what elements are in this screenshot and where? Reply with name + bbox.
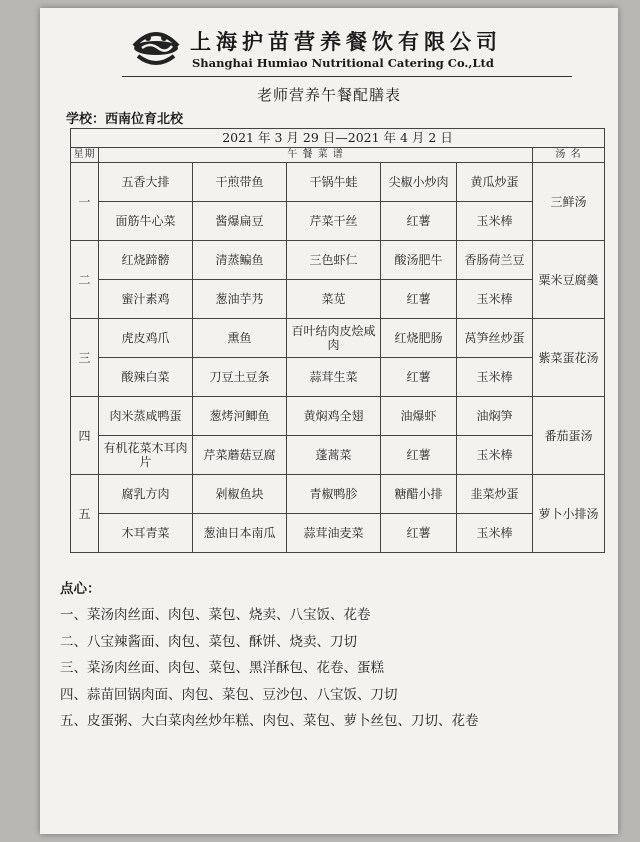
- snack-item: 肉包: [181, 686, 209, 703]
- dish-cell: 蒜茸油麦菜: [287, 514, 381, 553]
- snack-item: 肉包: [262, 713, 290, 729]
- dish-cell: 玉米棒: [457, 358, 533, 397]
- snack-separator: 、: [195, 607, 209, 623]
- snack-separator: 、: [330, 607, 344, 623]
- snack-item: 黑洋酥包: [249, 660, 303, 676]
- dish-cell: 熏鱼: [193, 319, 287, 358]
- snack-item: 烧卖: [289, 633, 317, 650]
- snack-item: 菜包: [208, 607, 236, 623]
- snack-item: 皮蛋粥: [87, 713, 128, 729]
- snack-item: 大白菜肉丝炒年糕: [141, 713, 249, 729]
- school-label: 学校：西南位育北校: [66, 112, 184, 127]
- dish-cell: 玉米棒: [457, 436, 533, 475]
- snack-separator: 、: [316, 633, 330, 650]
- weekday-cell: 一: [71, 163, 99, 241]
- snack-separator: 、: [397, 713, 411, 729]
- snack-separator: 、: [303, 660, 317, 676]
- dish-cell: 五香大排: [99, 163, 193, 202]
- dish-cell: 红薯: [381, 358, 457, 397]
- dish-cell: 玉米棒: [457, 280, 533, 319]
- snack-separator: 、: [289, 713, 303, 729]
- company-name-en: Shanghai Humiao Nutritional Catering Co.,Ltd: [192, 56, 494, 70]
- snack-separator: 、: [168, 686, 182, 703]
- dish-cell: 酸辣白菜: [99, 358, 193, 397]
- weekday-cell: 二: [71, 241, 99, 319]
- snack-day-label: 四、: [60, 686, 87, 703]
- snack-item: 菜汤肉丝面: [87, 607, 155, 623]
- dish-cell: 酸汤肥牛: [381, 241, 457, 280]
- snack-day-label: 一、: [60, 607, 87, 623]
- dish-cell: 葱油日本南瓜: [193, 514, 287, 553]
- snacks-section: [60, 578, 600, 735]
- dish-cell: 干煎带鱼: [193, 163, 287, 202]
- company-header: [128, 24, 568, 78]
- snacks-title: 点心：: [60, 581, 101, 597]
- dish-cell: 百叶结肉皮烩咸肉: [287, 319, 381, 358]
- snack-separator: 、: [357, 686, 371, 703]
- snack-item: 肉包: [168, 660, 195, 676]
- snack-separator: 、: [276, 607, 290, 623]
- dish-cell: 三色虾仁: [287, 241, 381, 280]
- dish-cell: 芹菜蘑菇豆腐: [193, 436, 287, 475]
- snack-day-label: 五、: [60, 713, 87, 729]
- snack-item: 刀切: [411, 713, 438, 729]
- dish-cell: 菜苋: [287, 280, 381, 319]
- table-row: [71, 397, 605, 436]
- snack-item: 烧卖: [249, 607, 276, 623]
- dish-cell: 红薯: [381, 514, 457, 553]
- dish-cell: 木耳青菜: [99, 514, 193, 553]
- snack-separator: 、: [154, 660, 168, 676]
- dish-cell: 有机花菜木耳肉片: [99, 436, 193, 475]
- snack-separator: 、: [343, 660, 357, 676]
- snack-line: [60, 708, 600, 735]
- snack-item: 花卷: [451, 713, 479, 729]
- weekday-cell: 三: [71, 319, 99, 397]
- dish-cell: 尖椒小炒肉: [381, 163, 457, 202]
- snack-item: 花卷: [316, 660, 344, 676]
- date-range: 2021 年 3 月 29 日—2021 年 4 月 2 日: [71, 129, 605, 148]
- document-title: 老师营养午餐配膳表: [256, 86, 401, 104]
- snack-separator: 、: [303, 686, 317, 703]
- snack-separator: 、: [249, 713, 263, 729]
- soup-cell: 粟米豆腐羹: [533, 241, 605, 319]
- snack-item: 萝卜丝包: [343, 713, 398, 729]
- snack-separator: 、: [127, 713, 141, 729]
- snack-item: 花卷: [343, 607, 371, 623]
- dish-cell: 红烧肥肠: [381, 319, 457, 358]
- lunch-menu-table: [70, 128, 605, 553]
- table-row: [71, 475, 605, 514]
- dish-cell: 青椒鸭胗: [287, 475, 381, 514]
- menu-sheet: [40, 8, 618, 834]
- dish-cell: 芹菜干丝: [287, 202, 381, 241]
- dish-cell: 黄焖鸡全翅: [287, 397, 381, 436]
- soup-cell: 番茄蛋汤: [533, 397, 605, 475]
- snack-item: 肉包: [168, 607, 195, 623]
- snack-separator: 、: [330, 713, 344, 729]
- soup-cell: 三鲜汤: [533, 163, 605, 241]
- weekday-cell: 五: [71, 475, 99, 553]
- snack-day-label: 三、: [60, 660, 87, 676]
- weekday-cell: 四: [71, 397, 99, 475]
- dish-cell: 面筋牛心菜: [99, 202, 193, 241]
- dish-cell: 剁椒鱼块: [193, 475, 287, 514]
- snack-item: 酥饼: [249, 633, 276, 650]
- snack-item: 豆沙包: [262, 686, 303, 703]
- dish-cell: 莴笋丝炒蛋: [457, 319, 533, 358]
- soup-header: 汤 名: [533, 148, 605, 163]
- snack-line: [60, 602, 600, 629]
- snack-separator: 、: [208, 686, 222, 703]
- snack-item: 菜包: [208, 633, 236, 650]
- snack-item: 刀切: [330, 633, 357, 650]
- dish-cell: 红薯: [381, 280, 457, 319]
- snack-separator: 、: [195, 660, 209, 676]
- snack-item: 菜包: [303, 713, 330, 729]
- dish-cell: 腐乳方肉: [99, 475, 193, 514]
- dish-cell: 油焖笋: [457, 397, 533, 436]
- dish-cell: 刀豆土豆条: [193, 358, 287, 397]
- snack-item: 八宝饭: [289, 607, 330, 623]
- dish-cell: 玉米棒: [457, 202, 533, 241]
- snack-separator: 、: [154, 633, 168, 650]
- snack-item: 刀切: [370, 686, 398, 703]
- company-name-cn: 上海护苗营养餐饮有限公司: [190, 29, 502, 54]
- table-row: [71, 163, 605, 202]
- dish-cell: 干锅牛蛙: [287, 163, 381, 202]
- table-row: [71, 280, 605, 319]
- weekday-header: 星期: [71, 148, 99, 163]
- dish-cell: 葱烤河鲫鱼: [193, 397, 287, 436]
- dish-cell: 红薯: [381, 436, 457, 475]
- table-row: [71, 319, 605, 358]
- snack-separator: 、: [154, 607, 168, 623]
- company-logo-icon: [128, 24, 184, 72]
- snack-day-label: 二、: [60, 633, 87, 650]
- snack-line: [60, 629, 600, 656]
- dish-cell: 葱油芋艿: [193, 280, 287, 319]
- dish-cell: 蓬蒿菜: [287, 436, 381, 475]
- snack-item: 蛋糕: [357, 660, 384, 676]
- table-row: [71, 241, 605, 280]
- soup-cell: 萝卜小排汤: [533, 475, 605, 553]
- snack-line: [60, 655, 600, 682]
- dish-cell: 韭菜炒蛋: [457, 475, 533, 514]
- dish-cell: 蜜汁素鸡: [99, 280, 193, 319]
- snack-separator: 、: [235, 607, 249, 623]
- soup-cell: 紫菜蛋花汤: [533, 319, 605, 397]
- dish-cell: 蒜茸生菜: [287, 358, 381, 397]
- dish-cell: 酱爆扁豆: [193, 202, 287, 241]
- table-row: [71, 436, 605, 475]
- lunch-header: 午 餐 菜 谱: [99, 148, 533, 163]
- snack-separator: 、: [276, 633, 290, 650]
- snack-item: 蒜苗回锅肉面: [87, 686, 168, 703]
- table-row: [71, 358, 605, 397]
- dish-cell: 红薯: [381, 202, 457, 241]
- dish-cell: 肉米蒸咸鸭蛋: [99, 397, 193, 436]
- snack-line: [60, 682, 600, 709]
- snack-item: 肉包: [168, 633, 195, 650]
- dish-cell: 虎皮鸡爪: [99, 319, 193, 358]
- dish-cell: 香肠荷兰豆: [457, 241, 533, 280]
- snack-separator: 、: [438, 713, 452, 729]
- snack-item: 菜汤肉丝面: [87, 660, 155, 676]
- snack-separator: 、: [235, 660, 249, 676]
- table-row: [71, 202, 605, 241]
- snack-separator: 、: [195, 633, 209, 650]
- dish-cell: 清蒸鳊鱼: [193, 241, 287, 280]
- snack-item: 八宝饭: [316, 686, 357, 703]
- snack-item: 八宝辣酱面: [87, 633, 155, 650]
- header-divider: [122, 76, 572, 77]
- dish-cell: 糖醋小排: [381, 475, 457, 514]
- snack-item: 菜包: [222, 686, 249, 703]
- dish-cell: 红烧蹄髈: [99, 241, 193, 280]
- snack-item: 菜包: [208, 660, 236, 676]
- table-row: [71, 514, 605, 553]
- snack-separator: 、: [249, 686, 263, 703]
- dish-cell: 黄瓜炒蛋: [457, 163, 533, 202]
- dish-cell: 油爆虾: [381, 397, 457, 436]
- snack-separator: 、: [235, 633, 249, 650]
- dish-cell: 玉米棒: [457, 514, 533, 553]
